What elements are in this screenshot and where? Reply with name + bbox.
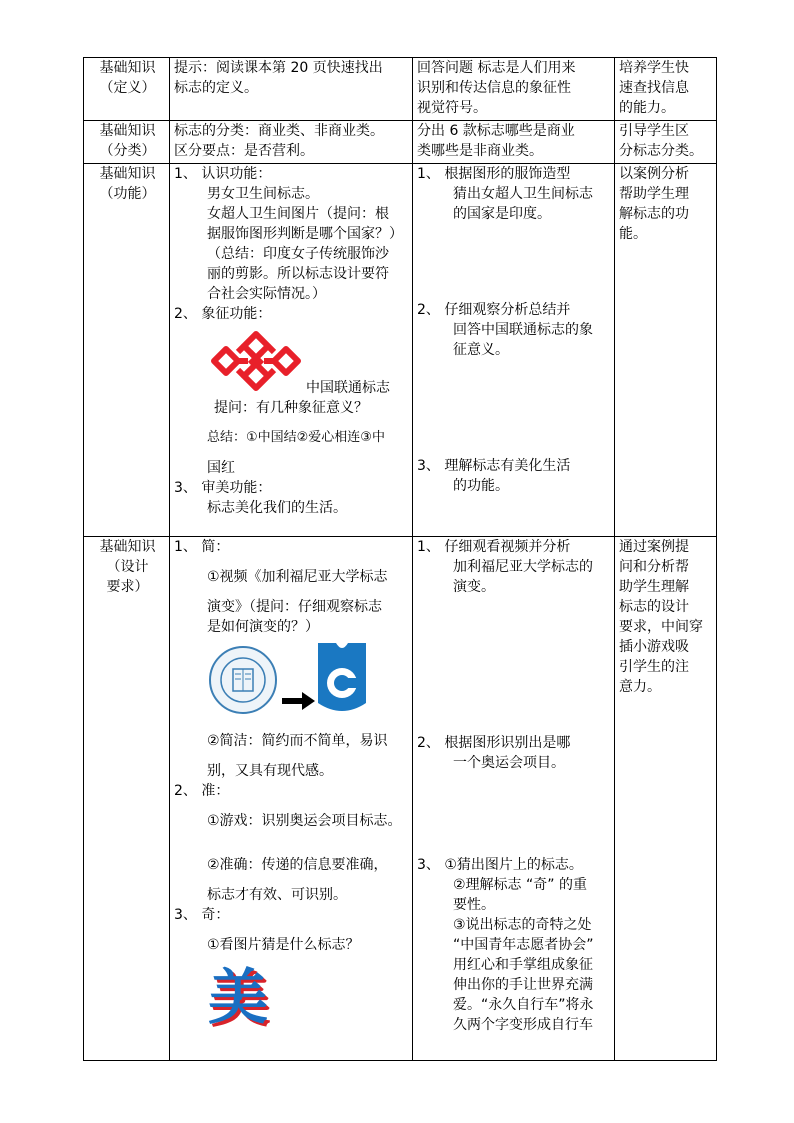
cell-student-design: 1、 仔细观看视频并分析 加利福尼亚大学标志的 演变。 2、 根据图形识别出是哪 一个奥运会项目。 3、 ①猜出图片上的标志。 ②理解标志 “奇” 的重 要性。 ③说出标志的奇特之处 “中国青年志愿者协会” 用红心和手掌组成象征 伸出你的手让世界充满 爱。“永久自行车”将永 久两个字变形成自行车: [413, 537, 615, 1061]
cell-topic-design: 基础知识 （设计 要求）: [84, 537, 170, 1061]
row-classification: [84, 121, 717, 164]
cell-intent-classification: 引导学生区 分标志分类。: [615, 121, 717, 164]
uc-seal-logo: [208, 645, 278, 715]
cell-topic-classification: 基础知识 （分类）: [84, 121, 170, 164]
cell-intent-function: 以案例分析 帮助学生理 解标志的功 能。: [615, 164, 717, 537]
unicom-logo-caption: 中国联通标志: [306, 380, 390, 396]
arrow-right-icon: [282, 691, 316, 711]
cell-teacher-design: 1、 简： ①视频《加利福尼亚大学标志 演变》（提问：仔细观察标志 是如何演变的？） ②简洁：简约而不简单，易识 别，又具有现代感。 2、 准： ①游戏：识别奥运会项目标志。 ②准确：传递的信息要准确， 标志才有效、可识别。 3、 奇： ①看图片猜是什么标志？ 美: [170, 537, 413, 1061]
cell-teacher-function: 1、 认识功能： 男女卫生间标志。 女超人卫生间图片（提问：根 据服饰图形判断是哪个国家？） （总结：印度女子传统服饰沙 丽的剪影。所以标志设计要符 合社会实际情况。） 2、 象征功能： 中国联通标志 提问：有几种象征意义？ 总结：①中国结②爱心相连③中 国红 3、 审美功能： 标志美化我们的生活。: [170, 164, 413, 537]
row-function: [84, 164, 717, 537]
cell-teacher-classification: 标志的分类：商业类、非商业类。 区分要点：是否营利。: [170, 121, 413, 164]
cell-intent-definition: 培养学生快 速查找信息 的能力。: [615, 58, 717, 121]
mei-logo: 美: [208, 963, 268, 1033]
cell-intent-design: 通过案例提 问和分析帮 助学生理解 标志的设计 要求，中间穿 插小游戏吸 引学生的注 意力。: [615, 537, 717, 1061]
cell-student-classification: 分出 6 款标志哪些是商业 类哪些是非商业类。: [413, 121, 615, 164]
cell-student-function: 1、 根据图形的服饰造型 猜出女超人卫生间标志 的国家是印度。 2、 仔细观察分析总结并 回答中国联通标志的象 征意义。 3、 理解标志有美化生活 的功能。: [413, 164, 615, 537]
ucla-c-logo: [316, 643, 368, 715]
cell-student-definition: 回答问题 标志是人们用来 识别和传达信息的象征性 视觉符号。: [413, 58, 615, 121]
row-design: [84, 537, 717, 1061]
china-unicom-logo: [210, 328, 302, 394]
cell-topic-function: 基础知识 （功能）: [84, 164, 170, 537]
lesson-plan-table: [83, 57, 717, 1061]
row-definition: [84, 58, 717, 121]
cell-teacher-definition: 提示：阅读课本第 20 页快速找出 标志的定义。: [170, 58, 413, 121]
cell-topic-definition: 基础知识 （定义）: [84, 58, 170, 121]
